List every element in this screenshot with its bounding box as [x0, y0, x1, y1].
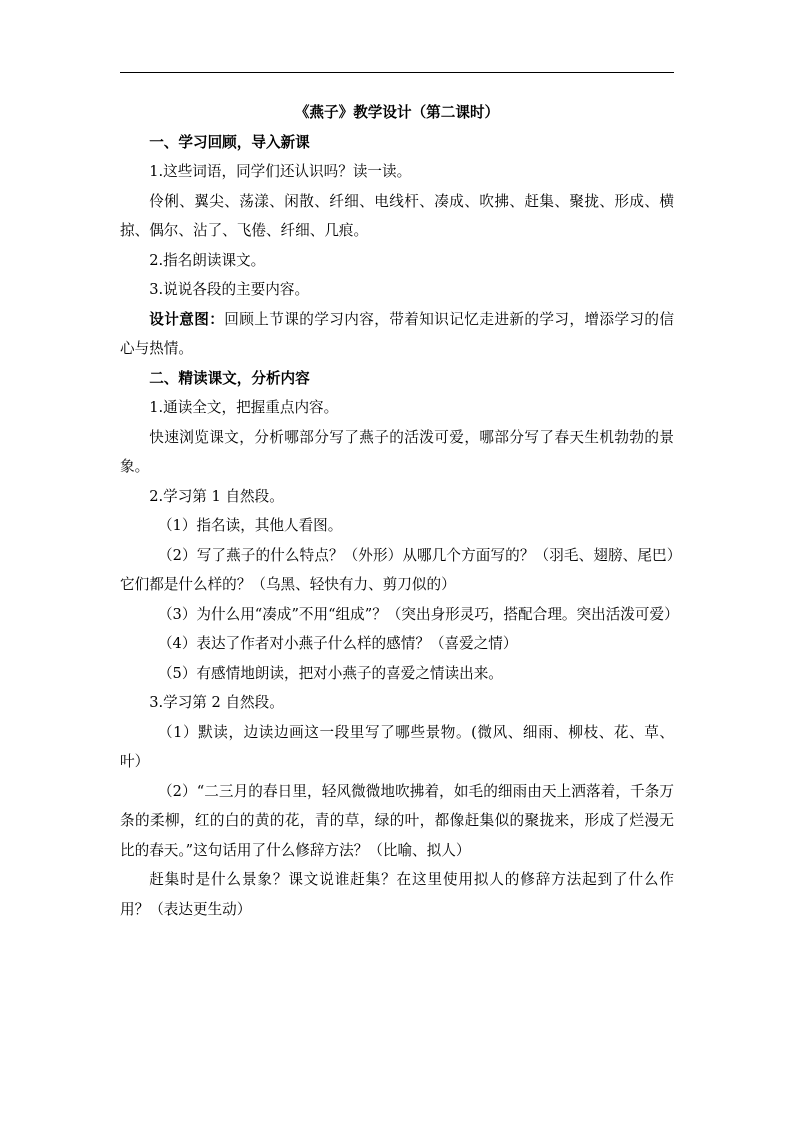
- paragraph: 3.学习第 2 自然段。: [149, 694, 284, 711]
- design-intent-text: 回顾上节课的学习内容，带着知识记忆走进新的学习，增添学习的信心与热情。: [120, 310, 674, 357]
- design-intent-label: 设计意图：: [149, 310, 225, 328]
- paragraph: 快速浏览课文，分析哪部分写了燕子的活泼可爱，哪部分写了春天生机勃勃的景象。: [120, 428, 674, 475]
- sub-item: （1）默读，边读边画这一段里写了哪些景物。(微风、细雨、柳枝、花、草、叶）: [120, 723, 674, 770]
- header-rule: [120, 72, 674, 73]
- design-intent: [120, 305, 674, 364]
- paragraph: 2.学习第 1 自然段。: [149, 487, 284, 505]
- document-body: [120, 98, 679, 924]
- sub-item: （2）写了燕子的什么特点？（外形）从哪几个方面写的？（羽毛、翅膀、尾巴）它们都是什么样的？（乌黑、轻快有力、剪刀似的）: [120, 546, 674, 593]
- paragraph: 赶集时是什么景象？课文说谁赶集？在这里使用拟人的修辞方法起到了什么作用？（表达更生动）: [120, 871, 674, 918]
- paragraph: 3.说说各段的主要内容。: [149, 281, 310, 298]
- section-heading-2: 二、精读课文，分析内容: [149, 369, 310, 387]
- sub-item: （2）“二三月的春日里，轻风微微地吹拂着，如毛的细雨由天上洒落着，千条万条的柔柳，红的白的黄的花，青的草，绿的叶，都像赶集似的聚拢来，形成了烂漫无比的春天。”这句话用了什么修辞方法？（比喻、拟人）: [120, 782, 674, 859]
- section-heading-1: 一、学习回顾，导入新课: [149, 133, 310, 151]
- sub-item: （4）表达了作者对小燕子什么样的感情？（喜爱之情）: [157, 635, 518, 652]
- document-title: 《燕子》教学设计（第二课时）: [294, 104, 500, 121]
- paragraph: 1.这些词语，同学们还认识吗？读一读。: [149, 163, 412, 180]
- paragraph: 2.指名朗读课文。: [149, 251, 266, 269]
- sub-item: （5）有感情地朗读，把对小燕子的喜爱之情读出来。: [157, 664, 503, 682]
- sub-item: （3）为什么用“凑成”不用“组成”？（突出身形灵巧，搭配合理。突出活泼可爱）: [157, 605, 679, 623]
- sub-item: （1）指名读，其他人看图。: [157, 517, 343, 534]
- vocabulary-list: 伶俐、翼尖、荡漾、闲散、纤细、电线杆、凑成、吹拂、赶集、聚拢、形成、横掠、偶尔、沾了、飞倦、纤细、几痕。: [120, 192, 674, 239]
- paragraph: 1.通读全文，把握重点内容。: [149, 399, 339, 416]
